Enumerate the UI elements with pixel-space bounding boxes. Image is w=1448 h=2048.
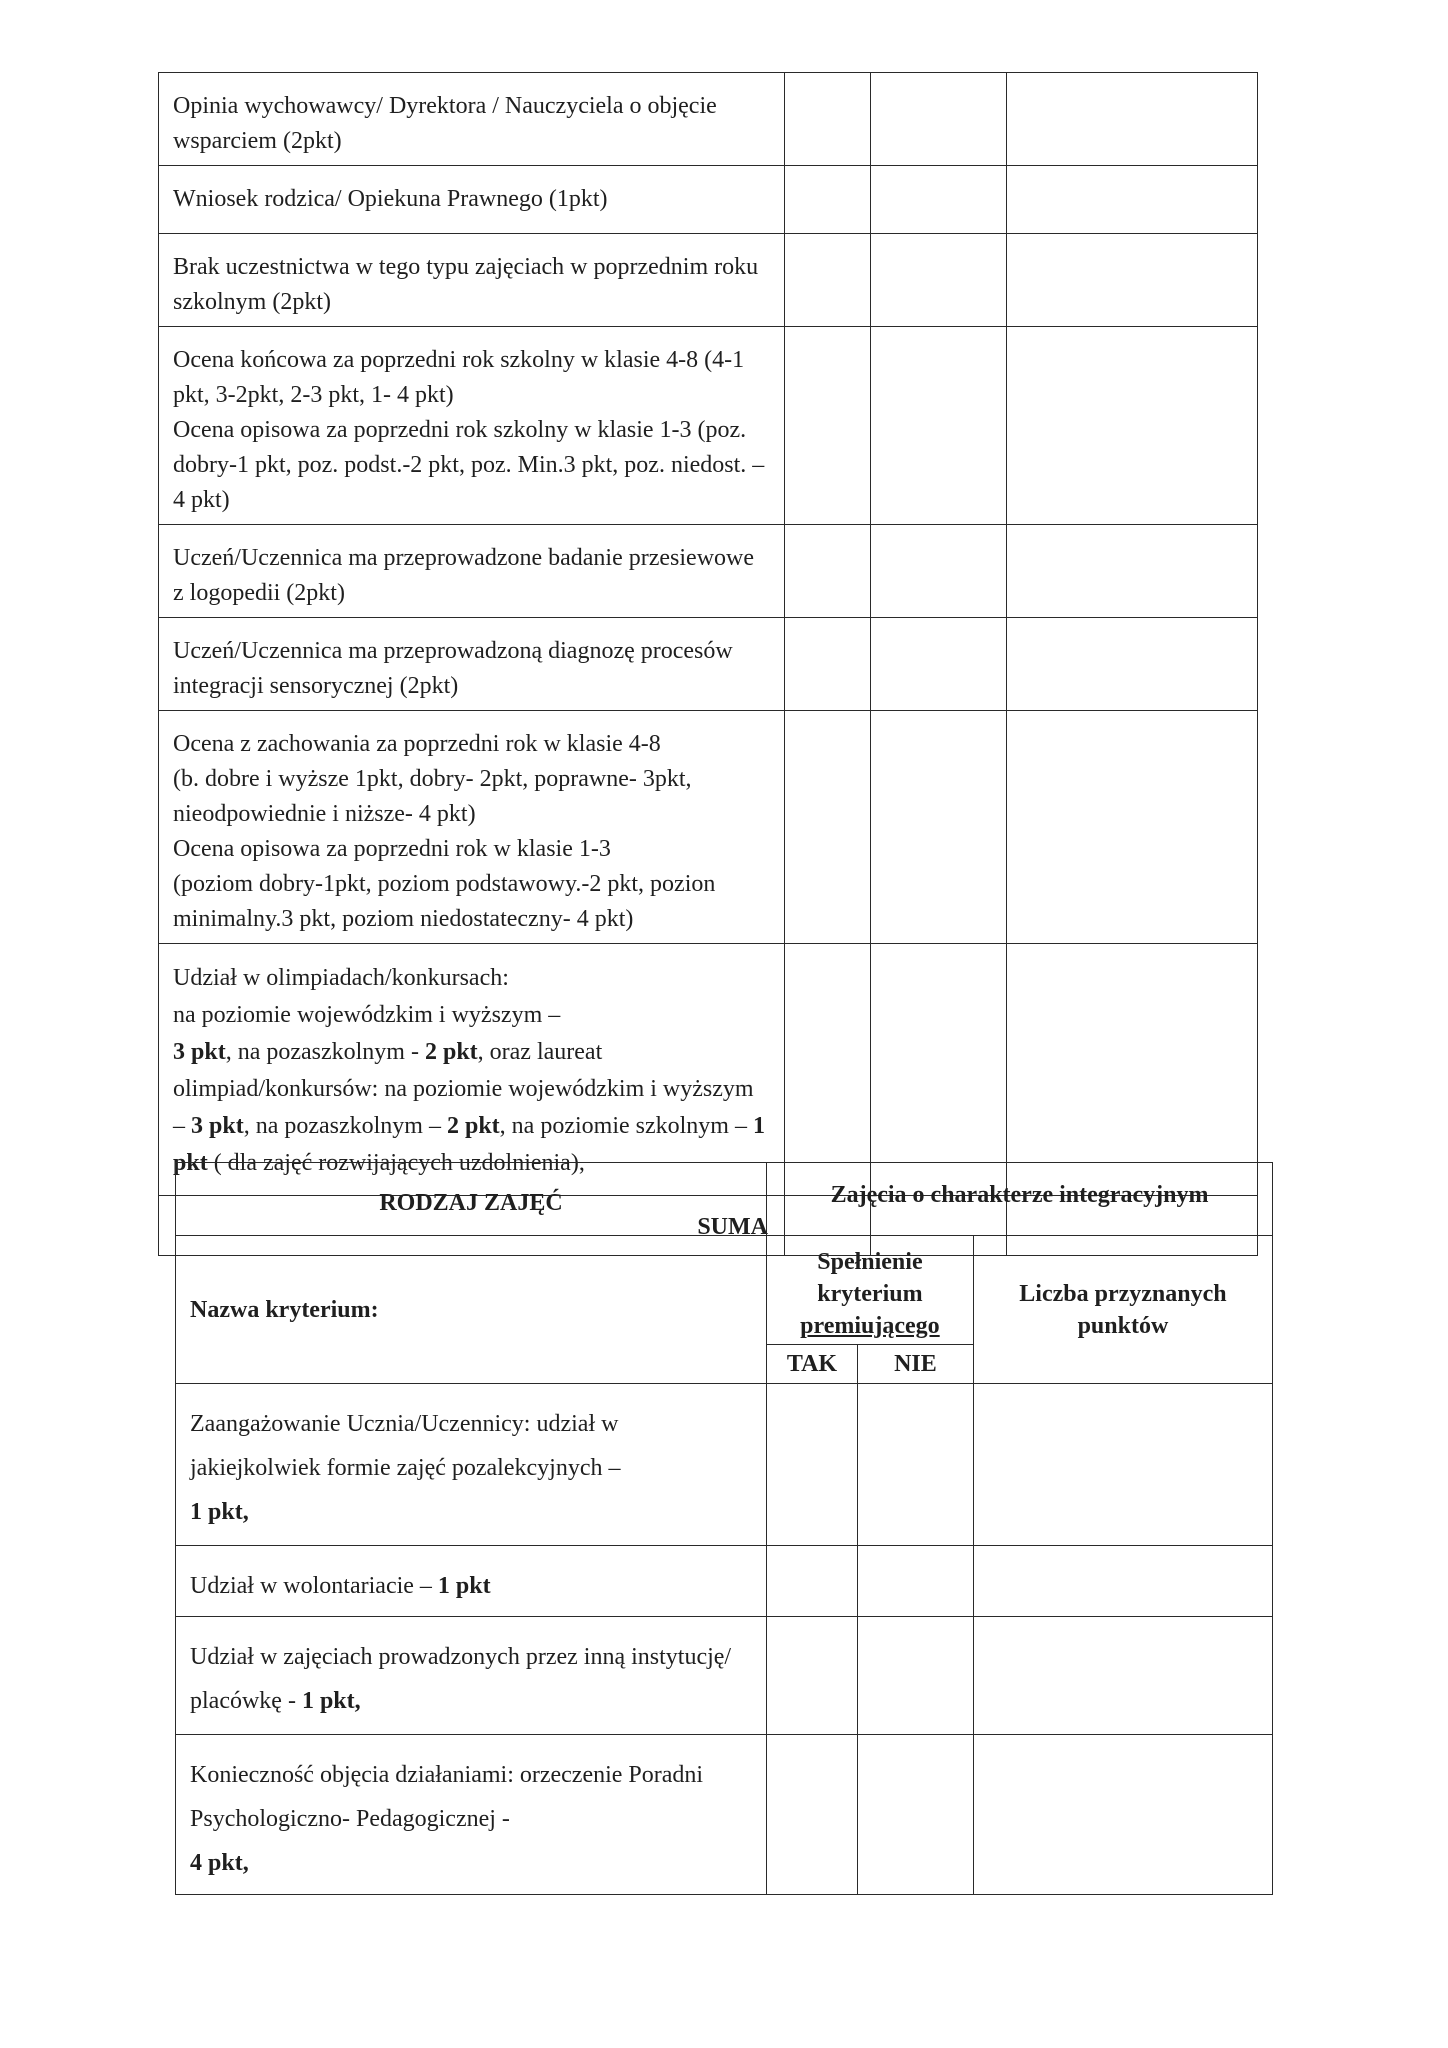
criterion-cell: [159, 327, 785, 525]
points-bold: 1 pkt,: [190, 1499, 249, 1525]
criterion-text: Ocena końcowa za poprzedni rok szkolny w klasie 4-8 (4-1 pkt, 3-2pkt, 2-3 pkt, 1- 4 pkt): [173, 347, 745, 408]
yes-cell: [767, 1546, 858, 1617]
criterion-cell: [159, 944, 785, 1196]
score-cell: [871, 944, 1007, 1196]
points-cell: [973, 1384, 1272, 1546]
score-cell: [785, 618, 871, 711]
score-cell: [871, 711, 1007, 944]
sum-label: SUMA: [159, 1196, 785, 1256]
criterion-cell: [176, 1617, 767, 1735]
integration-criteria-table: [175, 1162, 1273, 1895]
criterion-text: Ocena z zachowania za poprzedni rok w klasie 4-8: [173, 731, 661, 757]
yes-header: TAK: [767, 1345, 858, 1384]
points-bold: 2 pkt: [424, 1039, 478, 1065]
activity-type-value: Zajęcia o charakterze integracyjnym: [767, 1163, 1273, 1236]
no-cell: [858, 1617, 974, 1735]
criterion-cell: [159, 234, 785, 327]
score-cell: [871, 234, 1007, 327]
points-header: Liczba przyznanych punktów: [973, 1236, 1272, 1384]
score-cell: [871, 327, 1007, 525]
score-cell: [785, 327, 871, 525]
activity-type-label: RODZAJ ZAJĘĆ: [176, 1163, 767, 1236]
criterion-text: [173, 1034, 770, 1182]
criterion-text: Uczeń/Uczennica ma przeprowadzone badanie przesiewowe z logopedii (2pkt): [173, 545, 755, 606]
no-cell: [858, 1384, 974, 1546]
criterion-text: Wniosek rodzica/ Opiekuna Prawnego (1pkt): [173, 186, 608, 212]
no-header: NIE: [858, 1345, 974, 1384]
yes-cell: [767, 1617, 858, 1735]
criterion-cell: [159, 166, 785, 234]
criterion-text: (poziom dobry-1pkt, poziom podstawowy.-2 pkt, pozion minimalny.3 pkt, poziom niedostateczny- 4 pkt): [173, 871, 716, 932]
score-cell: [785, 73, 871, 166]
score-cell: [871, 73, 1007, 166]
criterion-text: Udział w zajęciach prowadzonych przez inną instytucję/ placówkę -: [190, 1644, 732, 1714]
score-cell: [1007, 166, 1258, 234]
fulfilment-label-underlined: premiującego: [800, 1313, 940, 1339]
criterion-cell: [159, 73, 785, 166]
points-bold: 4 pkt,: [190, 1850, 249, 1876]
score-cell: [1007, 525, 1258, 618]
points-bold: 3 pkt: [173, 1039, 226, 1065]
points-bold: 1 pkt,: [301, 1688, 361, 1714]
points-cell: [973, 1617, 1272, 1735]
criteria-table: [158, 72, 1258, 1256]
points-bold: 1 pkt: [173, 1113, 765, 1176]
score-cell: [871, 166, 1007, 234]
criterion-text-part: ( dla zajęć rozwijających uzdolnienia),: [207, 1150, 585, 1176]
score-cell: [785, 166, 871, 234]
criterion-cell: [159, 711, 785, 944]
criterion-text: Konieczność objęcia działaniami: orzeczenie Poradni Psychologiczno- Pedagogicznej -: [190, 1762, 704, 1832]
criterion-text: Udział w wolontariacie –: [190, 1573, 438, 1599]
points-bold: 2 pkt: [446, 1113, 500, 1139]
score-cell: [1007, 711, 1258, 944]
criterion-text: (b. dobre i wyższe 1pkt, dobry- 2pkt, poprawne- 3pkt, nieodpowiednie i niższe- 4 pkt): [173, 766, 692, 827]
criterion-text: Zaangażowanie Ucznia/Uczennicy: udział w jakiejkolwiek formie zajęć pozalekcyjnych –: [190, 1411, 621, 1481]
score-cell: [785, 944, 871, 1196]
criterion-cell: [176, 1735, 767, 1895]
criterion-text: na poziomie wojewódzkim i wyższym –: [173, 1002, 561, 1028]
criterion-name-label: Nazwa kryterium:: [176, 1236, 767, 1384]
score-cell: [1007, 944, 1258, 1196]
fulfilment-header: [767, 1236, 974, 1345]
points-cell: [973, 1546, 1272, 1617]
score-cell: [785, 711, 871, 944]
score-cell: [1007, 73, 1258, 166]
score-cell: [871, 618, 1007, 711]
no-cell: [858, 1546, 974, 1617]
criterion-cell: [176, 1546, 767, 1617]
criterion-text: Udział w olimpiadach/konkursach:: [173, 965, 509, 991]
yes-cell: [767, 1384, 858, 1546]
criterion-text-part: , na pozaszkolnym –: [243, 1113, 447, 1139]
criterion-text: Ocena opisowa za poprzedni rok szkolny w klasie 1-3 (poz. dobry-1 pkt, poz. podst.-2 pkt, poz. Min.3 pkt, poz. niedost. – 4 pkt): [173, 417, 765, 513]
points-bold: 3 pkt: [191, 1113, 244, 1139]
criterion-text: Brak uczestnictwa w tego typu zajęciach w poprzednim roku szkolnym (2pkt): [173, 254, 759, 315]
score-cell: [785, 525, 871, 618]
points-cell: [973, 1735, 1272, 1895]
criterion-text: Opinia wychowawcy/ Dyrektora / Nauczyciela o objęcie wsparciem (2pkt): [173, 93, 717, 154]
points-bold: 1 pkt: [437, 1573, 491, 1599]
criterion-text: Uczeń/Uczennica ma przeprowadzoną diagnozę procesów integracji sensorycznej (2pkt): [173, 638, 733, 699]
criterion-text-part: , na pozaszkolnym -: [225, 1039, 425, 1065]
score-cell: [1007, 327, 1258, 525]
criterion-cell: [176, 1384, 767, 1546]
criterion-text-part: , na poziomie szkolnym –: [499, 1113, 753, 1139]
criterion-text: Ocena opisowa za poprzedni rok w klasie 1-3: [173, 836, 611, 862]
score-cell: [1007, 618, 1258, 711]
score-cell: [1007, 234, 1258, 327]
fulfilment-label: Spełnienie kryterium: [817, 1249, 923, 1307]
yes-cell: [767, 1735, 858, 1895]
no-cell: [858, 1735, 974, 1895]
criterion-text-part: , oraz laureat olimpiad/konkursów: na poziomie wojewódzkim i wyższym –: [173, 1039, 754, 1139]
score-cell: [871, 525, 1007, 618]
criterion-cell: [159, 525, 785, 618]
criterion-cell: [159, 618, 785, 711]
score-cell: [785, 234, 871, 327]
